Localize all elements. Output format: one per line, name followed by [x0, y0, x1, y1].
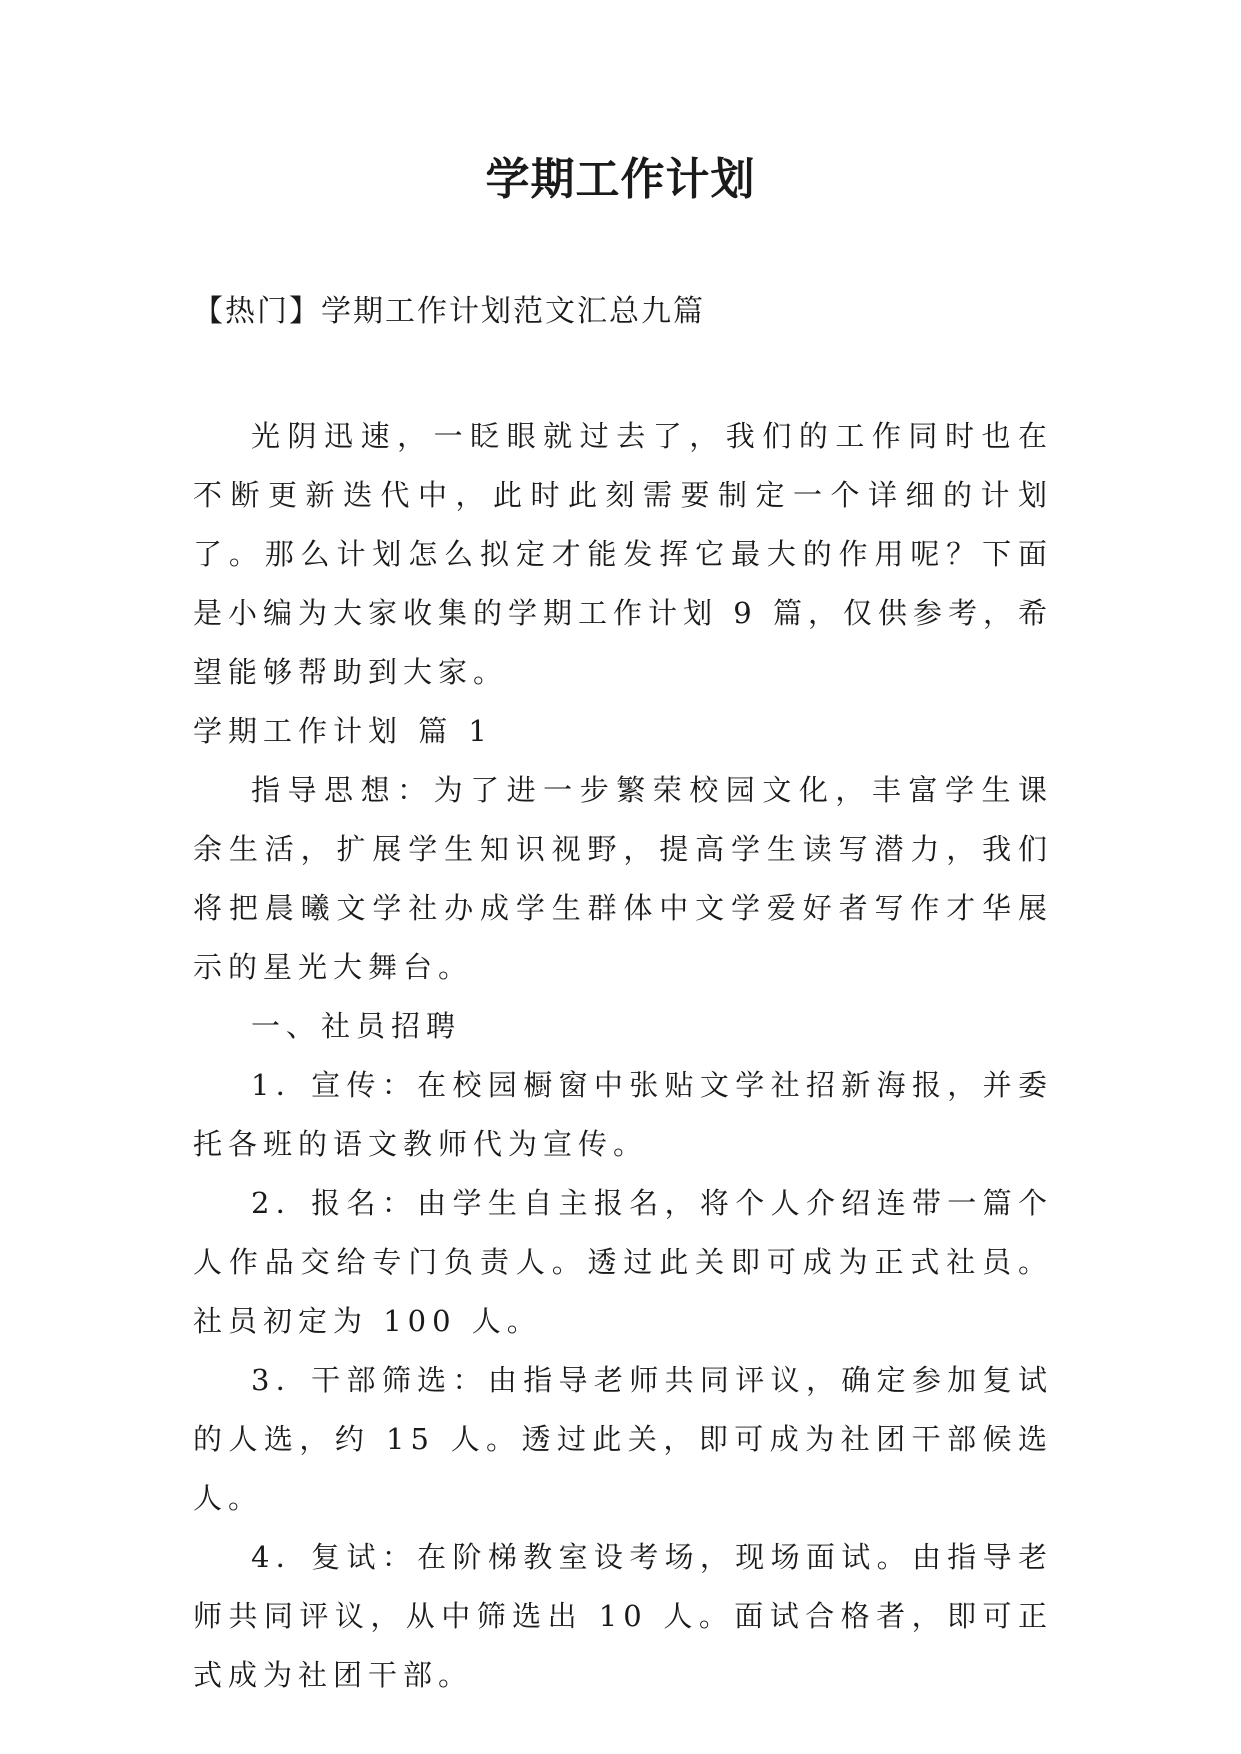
list-item: 1．宣传：在校园橱窗中张贴文学社招新海报，并委托各班的语文教师代为宣传。	[193, 1068, 1053, 1161]
paragraph-intro: 光阴迅速，一眨眼就过去了，我们的工作同时也在不断更新迭代中，此时此刻需要制定一个详细的计划了。那么计划怎么拟定才能发挥它最大的作用呢？下面是小编为大家收集的学期工作计划 9 篇，仅供参考，希望能够帮助到大家。	[193, 419, 1053, 689]
list-item: 2．报名：由学生自主报名，将个人介绍连带一篇个人作品交给专门负责人。透过此关即可成为正式社员。社员初定为 100 人。	[193, 1186, 1053, 1338]
subsection-heading: 一、社员招聘	[251, 1009, 462, 1043]
paragraph-guiding-idea: 指导思想：为了进一步繁荣校园文化，丰富学生课余生活，扩展学生知识视野，提高学生读写潜力，我们将把晨曦文学社办成学生群体中文学爱好者写作才华展示的星光大舞台。	[193, 773, 1053, 984]
list-item: 3．干部筛选：由指导老师共同评议，确定参加复试的人选，约 15 人。透过此关，即可成为社团干部候选人。	[193, 1363, 1053, 1515]
list-item: 4．复试：在阶梯教室设考场，现场面试。由指导老师共同评议，从中筛选出 10 人。面试合格者，即可正式成为社团干部。	[193, 1540, 1053, 1692]
document-subtitle: 【热门】学期工作计划范文汇总九篇	[193, 294, 705, 329]
document-title: 学期工作计划	[485, 154, 756, 205]
section-heading: 学期工作计划 篇 1	[193, 714, 493, 748]
document-body	[193, 407, 1053, 1705]
